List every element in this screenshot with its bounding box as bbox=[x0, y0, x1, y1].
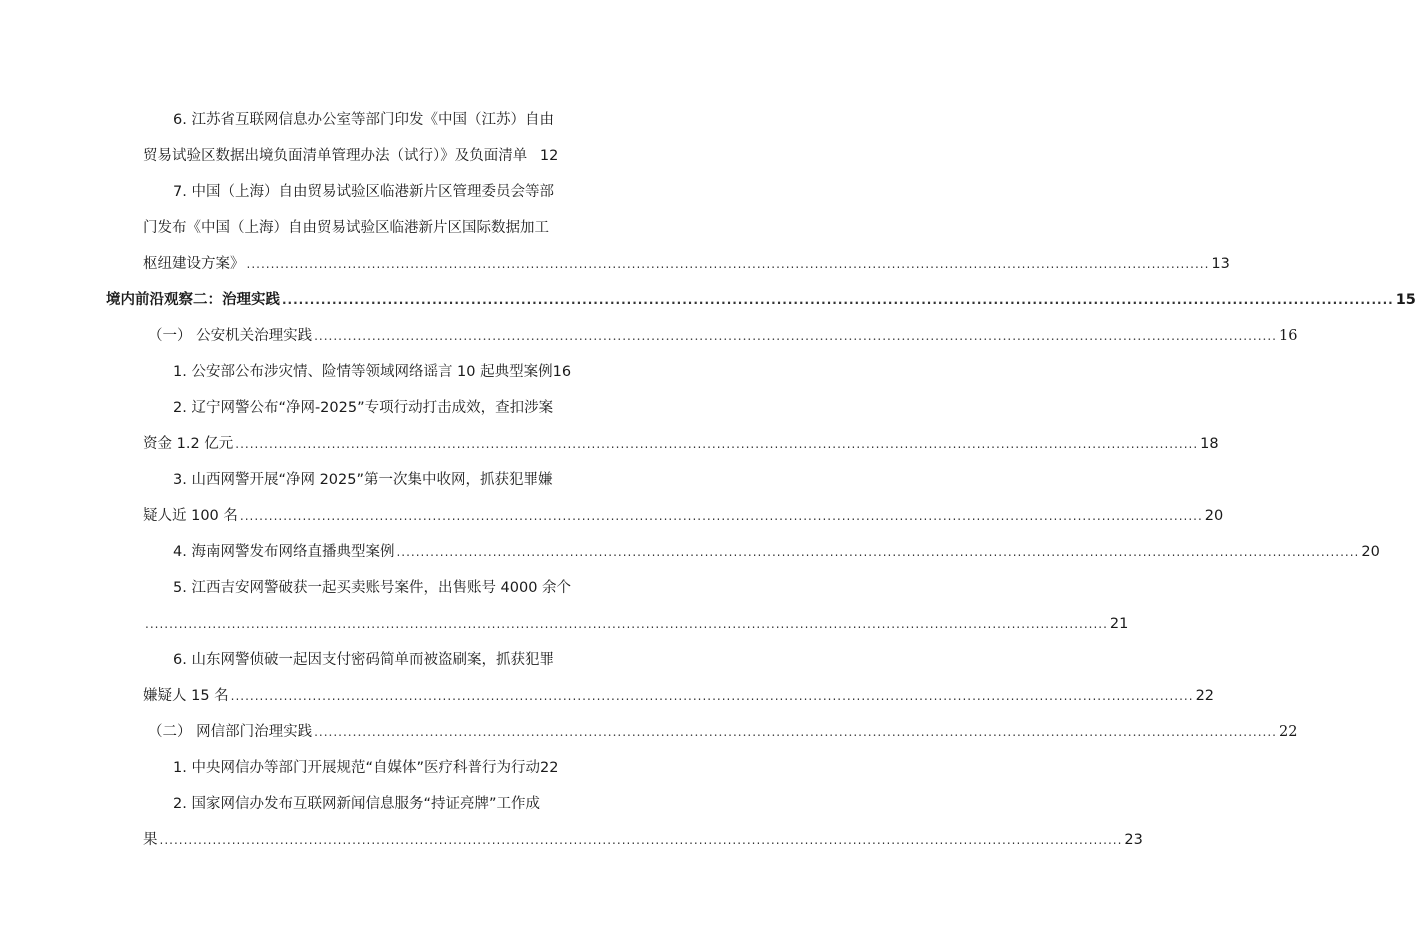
toc-entry bbox=[173, 794, 540, 814]
dot-leader: ........................................................................................................................................................................................................ bbox=[282, 293, 1394, 307]
toc-entry-text: 境内前沿观察二：治理实践 bbox=[106, 292, 280, 308]
toc-entry-text: 7. 中国（上海）自由贸易试验区临港新片区管理委员会等部 bbox=[173, 184, 554, 200]
toc-page-number: 20 bbox=[1204, 508, 1224, 524]
toc-entry-text: 6. 山东网警侦破一起因支付密码简单而被盗刷案，抓获犯罪 bbox=[173, 652, 554, 668]
dot-leader: ........................................................................................................................................................................................................ bbox=[239, 509, 1203, 523]
toc-entry bbox=[143, 614, 1129, 634]
toc-entry bbox=[143, 146, 558, 166]
toc-page-number: 16 bbox=[1279, 328, 1298, 344]
toc-entry bbox=[173, 542, 1380, 562]
toc-entry bbox=[173, 182, 554, 202]
toc-page-number: 12 bbox=[539, 148, 559, 164]
toc-entry bbox=[173, 650, 554, 670]
dot-leader: ........................................................................................................................................................................................................ bbox=[314, 725, 1277, 739]
toc-entry-text: 嫌疑人 15 名 bbox=[143, 688, 229, 704]
toc-entry bbox=[173, 470, 552, 490]
dot-leader: ........................................................................................................................................................................................................ bbox=[235, 437, 1199, 451]
toc-entry-text: 贸易试验区数据出境负面清单管理办法（试行）》及负面清单 bbox=[143, 148, 528, 164]
toc-entry-text: 6. 江苏省互联网信息办公室等部门印发《中国（江苏）自由 bbox=[173, 112, 554, 128]
toc-page-number: 22 bbox=[539, 760, 559, 776]
toc-entry bbox=[173, 110, 554, 130]
dot-leader: ........................................................................................................................................................................................................ bbox=[230, 689, 1194, 703]
toc-entry-text: 枢纽建设方案》 bbox=[143, 256, 245, 272]
toc-page-number: 22 bbox=[1279, 724, 1298, 740]
toc-page-number: 21 bbox=[1109, 616, 1129, 632]
dot-leader: ........................................................................................................................................................................................................ bbox=[145, 617, 1108, 631]
toc-entry-text: 3. 山西网警开展“净网 2025”第一次集中收网，抓获犯罪嫌 bbox=[173, 472, 553, 488]
toc-entry-text: （二） 网信部门治理实践 bbox=[148, 724, 313, 740]
toc-entry-text: 1. 中央网信办等部门开展规范“自媒体”医疗科普行为行动 bbox=[173, 760, 540, 776]
toc-subsection-heading bbox=[148, 326, 1298, 346]
toc-page-number: 15 bbox=[1395, 292, 1416, 308]
toc-entry-text: 1. 公安部公布涉灾情、险情等领域网络谣言 10 起典型案例 bbox=[173, 364, 553, 380]
toc-page-number: 20 bbox=[1361, 544, 1380, 560]
toc-entry-text: 果 bbox=[143, 832, 158, 848]
toc-entry-text: 4. 海南网警发布网络直播典型案例 bbox=[173, 544, 395, 560]
toc-entry-text: （一） 公安机关治理实践 bbox=[148, 328, 313, 344]
toc-entry-text: 门发布《中国（上海）自由贸易试验区临港新片区国际数据加工 bbox=[143, 220, 549, 236]
dot-leader: ........................................................................................................................................................................................................ bbox=[396, 545, 1360, 559]
toc-entry bbox=[143, 218, 549, 238]
toc-entry-text: 2. 辽宁网警公布“净网-2025”专项行动打击成效，查扣涉案 bbox=[173, 400, 554, 416]
toc-entry-text: 疑人近 100 名 bbox=[143, 508, 238, 524]
toc-entry-text: 5. 江西吉安网警破获一起买卖账号案件，出售账号 4000 余个 bbox=[173, 580, 572, 596]
toc-entry bbox=[143, 686, 1215, 706]
toc-entry-text: 资金 1.2 亿元 bbox=[143, 436, 234, 452]
toc-entry bbox=[173, 362, 571, 382]
dot-leader: ........................................................................................................................................................................................................ bbox=[246, 257, 1210, 271]
toc-page-number: 13 bbox=[1211, 256, 1230, 272]
toc-entry bbox=[143, 254, 1230, 274]
toc-entry bbox=[143, 434, 1219, 454]
dot-leader: ........................................................................................................................................................................................................ bbox=[314, 329, 1277, 343]
toc-page-number: 22 bbox=[1195, 688, 1215, 704]
toc-entry-text: 2. 国家网信办发布互联网新闻信息服务“持证亮牌”工作成 bbox=[173, 796, 540, 812]
toc-entry bbox=[173, 398, 553, 418]
toc-page-number: 23 bbox=[1124, 832, 1143, 848]
dot-leader: ........................................................................................................................................................................................................ bbox=[159, 833, 1123, 847]
toc-page-number: 18 bbox=[1200, 436, 1219, 452]
toc-page-number: 16 bbox=[552, 364, 572, 380]
toc-entry bbox=[173, 578, 571, 598]
toc-section-heading bbox=[106, 290, 1416, 310]
toc-entry bbox=[143, 506, 1224, 526]
toc-subsection-heading bbox=[148, 722, 1298, 742]
toc-entry bbox=[143, 830, 1143, 850]
toc-entry bbox=[173, 758, 558, 778]
